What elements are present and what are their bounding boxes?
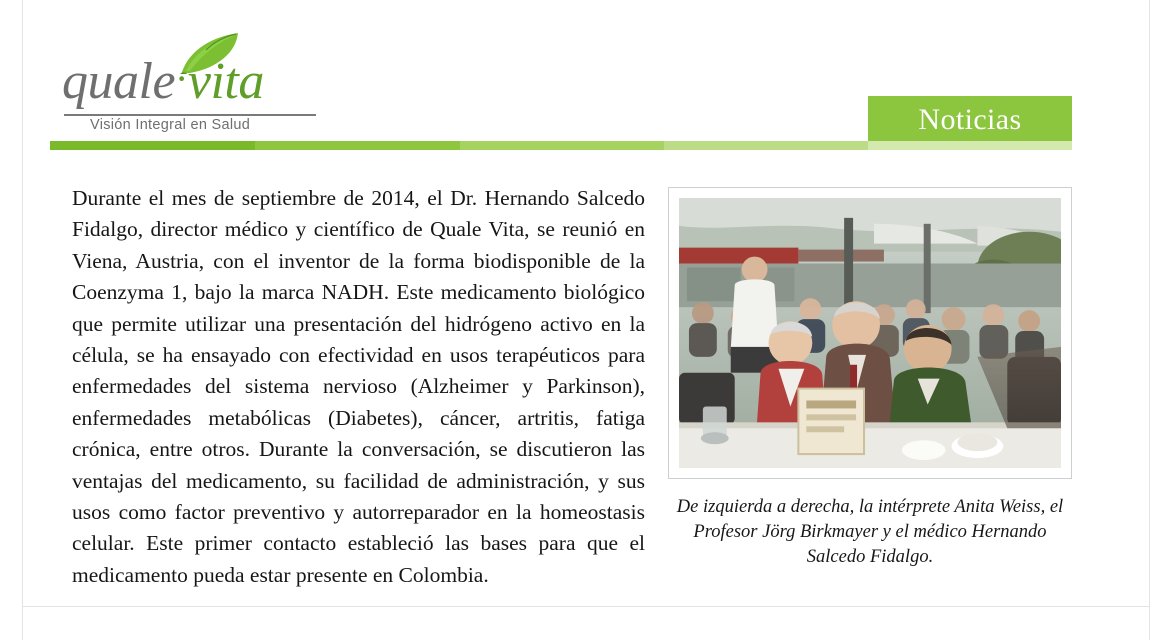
brand-separator: · xyxy=(175,56,188,101)
page-bottom-divider xyxy=(22,606,1150,607)
photo-image xyxy=(679,198,1061,468)
figure-caption: De izquierda a derecha, la intérprete Anita Weiss, el Profesor Jörg Birkmayer y el médico Hernando Salcedo Fidalgo. xyxy=(676,497,1064,567)
brand-name-first: quale xyxy=(62,53,176,110)
header-bar-segment-2 xyxy=(255,141,460,150)
header-color-bar xyxy=(50,141,1072,150)
brand-name-second: vita xyxy=(187,53,264,110)
section-tab-label: Noticias xyxy=(918,102,1022,136)
header-bar-segment-4 xyxy=(664,141,868,150)
header-bar-segment-3 xyxy=(460,141,664,150)
document-header xyxy=(50,18,1072,153)
brand-tagline: Visión Integral en Salud xyxy=(90,117,251,133)
brand-divider xyxy=(64,114,316,116)
article-figure xyxy=(668,187,1072,570)
header-bar-segment-1 xyxy=(50,141,255,150)
article-body: Durante el mes de septiembre de 2014, el Dr. Hernando Salcedo Fidalgo, director médico y científico de Quale Vita, se reunió en Viena, Austria, con el inventor de la forma biodisponible de la Coenzyma 1, bajo la marca NADH. Este medicamento biológico que permite utilizar una presentación del hidrógeno activo en la célula, se ha ensayado con efectividad en usos terapéuticos para enfermedades del sistema nervioso (Alzheimer y Parkinson), enfermedades metabólicas (Diabetes), cáncer, artritis, fatiga crónica, entre otros. Durante la conversación, se discutieron las ventajas del medicamento, su facilidad de administración, y sus usos como factor preventivo y autorreparador en la homeostasis celular. Este primer contacto estableció las bases para que el medicamento pueda estar presente en Colombia. xyxy=(72,186,645,587)
brand-wordmark xyxy=(62,53,264,110)
header-bar-segment-5 xyxy=(868,141,1072,150)
photo-frame xyxy=(668,187,1072,479)
section-tab-noticias xyxy=(868,96,1072,143)
brand-logo xyxy=(62,28,322,148)
photo-illustration xyxy=(679,198,1061,468)
